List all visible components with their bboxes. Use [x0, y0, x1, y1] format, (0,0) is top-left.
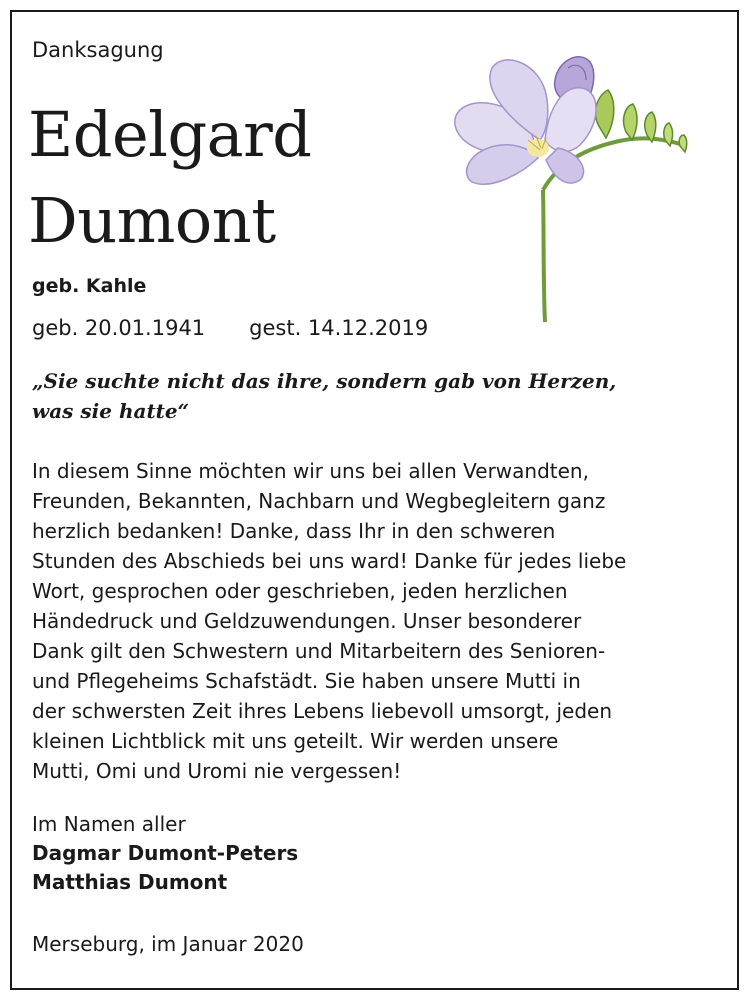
body-line: In diesem Sinne möchten wir uns bei allen Verwandten, — [32, 459, 589, 483]
birth-date: geb. 20.01.1941 — [32, 316, 206, 340]
body-line: Mutti, Omi und Uromi nie vergessen! — [32, 759, 402, 783]
notice-heading: Danksagung — [32, 38, 164, 62]
body-line: Stunden des Abschieds bei uns ward! Danke für jedes liebe — [32, 549, 627, 573]
quote-line: „Sie suchte nicht das ihre, sondern gab von Herzen, — [32, 369, 617, 393]
deceased-last-name: Dumont — [28, 184, 276, 257]
signature-intro: Im Namen aller — [32, 812, 186, 836]
life-dates — [32, 316, 428, 340]
body-line: und Pflegeheims Schafstädt. Sie haben unsere Mutti in — [32, 669, 581, 693]
death-date: gest. 14.12.2019 — [249, 316, 429, 340]
deceased-first-name: Edelgard — [28, 98, 312, 171]
memorial-quote — [32, 366, 672, 426]
signature-block — [32, 810, 298, 897]
maiden-name: geb. Kahle — [32, 275, 147, 297]
quote-line: was sie hatte“ — [32, 399, 190, 423]
thank-you-text — [32, 456, 712, 786]
signatory-name: Matthias Dumont — [32, 870, 228, 894]
body-line: Wort, gesprochen oder geschrieben, jeden herzlichen — [32, 579, 568, 603]
place-and-date: Merseburg, im Januar 2020 — [32, 932, 304, 956]
body-line: kleinen Lichtblick mit uns geteilt. Wir werden unsere — [32, 729, 559, 753]
body-line: Dank gilt den Schwestern und Mitarbeitern des Senioren- — [32, 639, 606, 663]
body-line: Händedruck und Geldzuwendungen. Unser besonderer — [32, 609, 582, 633]
signatory-name: Dagmar Dumont-Peters — [32, 841, 299, 865]
body-line: der schwersten Zeit ihres Lebens liebevoll umsorgt, jeden — [32, 699, 612, 723]
body-line: Freunden, Bekannten, Nachbarn und Wegbegleitern ganz — [32, 489, 606, 513]
freesia-flower-illustration — [440, 40, 700, 330]
body-line: herzlich bedanken! Danke, dass Ihr in den schweren — [32, 519, 556, 543]
